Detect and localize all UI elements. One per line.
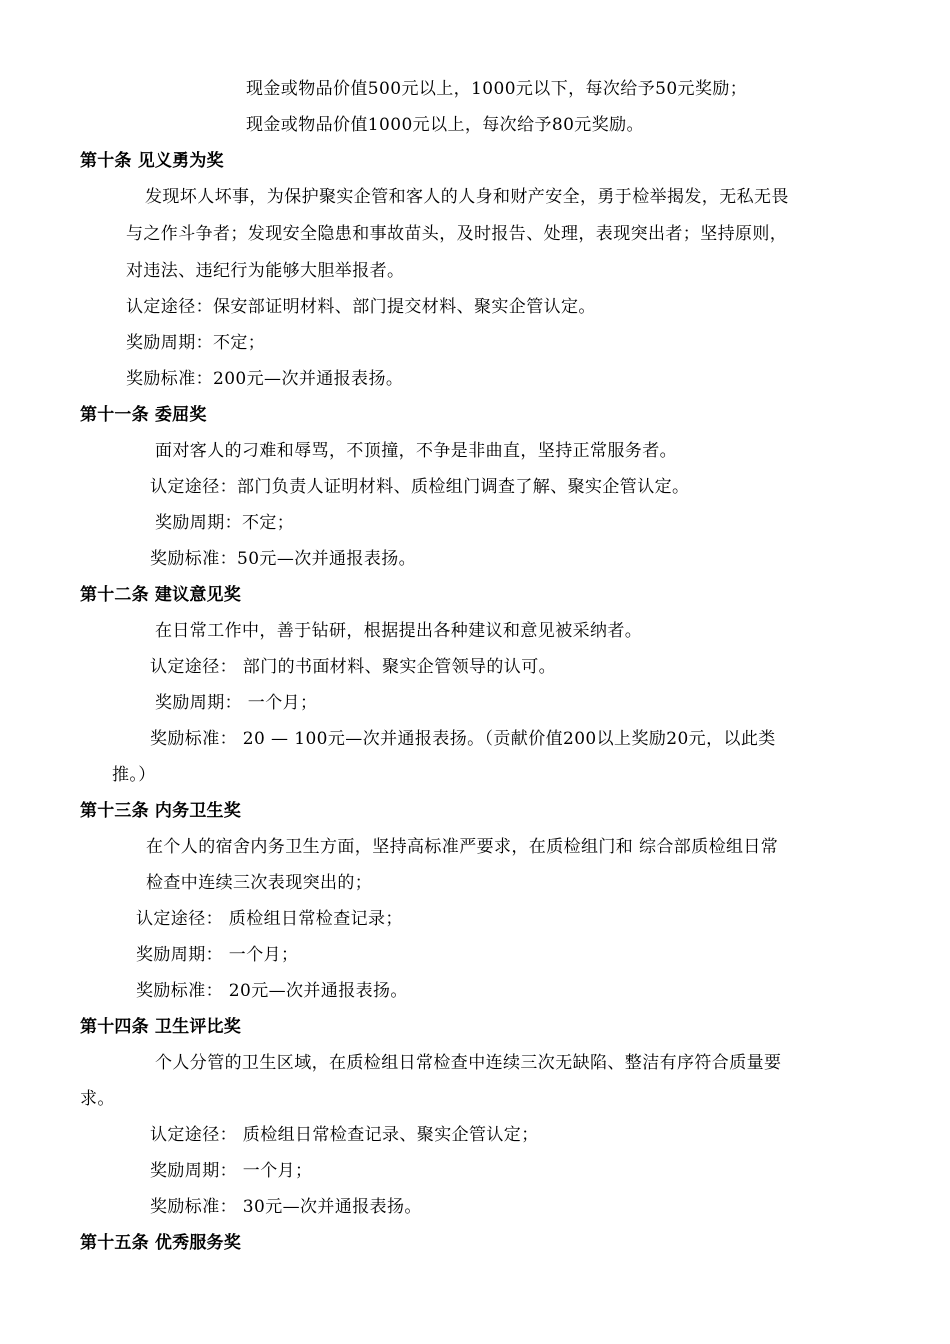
article-10-desc-line-2: 与之作斗争者；发现安全隐患和事故苗头，及时报告、处理，表现突出者；坚持原则， — [126, 224, 788, 244]
article-10-method: 认定途径：保安部证明材料、部门提交材料、聚实企管认定。 — [126, 297, 596, 317]
article-11-method: 认定途径：部门负责人证明材料、质检组门调查了解、聚实企管认定。 — [150, 477, 690, 497]
article-11-cycle: 奖励周期：不定； — [155, 513, 295, 533]
article-14-desc-line-1: 个人分管的卫生区域，在质检组日常检查中连续三次无缺陷、整洁有序符合质量要 — [155, 1053, 782, 1073]
article-13-desc-line-2: 检查中连续三次表现突出的； — [146, 873, 373, 893]
article-14-desc-line-2: 求。 — [80, 1089, 115, 1109]
article-12-heading: 第十二条 建议意见奖 — [80, 585, 241, 605]
article-14-cycle: 奖励周期： 一个月； — [150, 1161, 313, 1181]
intro-line-1: 现金或物品价值500元以上，1000元以下，每次给予50元奖励； — [246, 79, 748, 99]
article-13-desc-line-1: 在个人的宿舍内务卫生方面，坚持高标准严要求，在质检组门和 综合部质检组日常 — [146, 837, 779, 857]
article-11-desc-line-1: 面对客人的刁难和辱骂，不顶撞，不争是非曲直，坚持正常服务者。 — [155, 441, 677, 461]
article-10-heading: 第十条 见义勇为奖 — [80, 151, 224, 171]
article-10-cycle: 奖励周期：不定； — [126, 333, 266, 353]
article-12-standard-line-2: 推。） — [112, 765, 156, 785]
article-12-desc-line-1: 在日常工作中，善于钻研，根据提出各种建议和意见被采纳者。 — [155, 621, 643, 641]
article-12-method: 认定途径： 部门的书面材料、聚实企管领导的认可。 — [150, 657, 557, 677]
article-14-method: 认定途径： 质检组日常检查记录、聚实企管认定； — [150, 1125, 539, 1145]
article-13-heading: 第十三条 内务卫生奖 — [80, 801, 241, 821]
article-14-heading: 第十四条 卫生评比奖 — [80, 1017, 241, 1037]
article-13-method: 认定途径： 质检组日常检查记录； — [136, 909, 403, 929]
article-15-heading: 第十五条 优秀服务奖 — [80, 1233, 241, 1253]
article-11-standard: 奖励标准：50元—次并通报表扬。 — [150, 549, 417, 569]
article-12-cycle: 奖励周期： 一个月； — [155, 693, 318, 713]
article-12-standard-line-1: 奖励标准： 20 — 100元—次并通报表扬。（贡献价值200以上奖励20元，以此类 — [150, 729, 776, 749]
intro-line-2: 现金或物品价值1000元以上，每次给予80元奖励。 — [246, 115, 644, 135]
article-13-standard: 奖励标准： 20元—次并通报表扬。 — [136, 981, 408, 1001]
article-14-standard: 奖励标准： 30元—次并通报表扬。 — [150, 1197, 422, 1217]
article-10-desc-line-3: 对违法、违纪行为能够大胆举报者。 — [126, 261, 405, 281]
article-11-heading: 第十一条 委屈奖 — [80, 405, 207, 425]
article-10-standard: 奖励标准：200元—次并通报表扬。 — [126, 369, 404, 389]
article-13-cycle: 奖励周期： 一个月； — [136, 945, 299, 965]
article-10-desc-line-1: 发现坏人坏事，为保护聚实企管和客人的人身和财产安全，勇于检举揭发，无私无畏 — [145, 187, 789, 207]
